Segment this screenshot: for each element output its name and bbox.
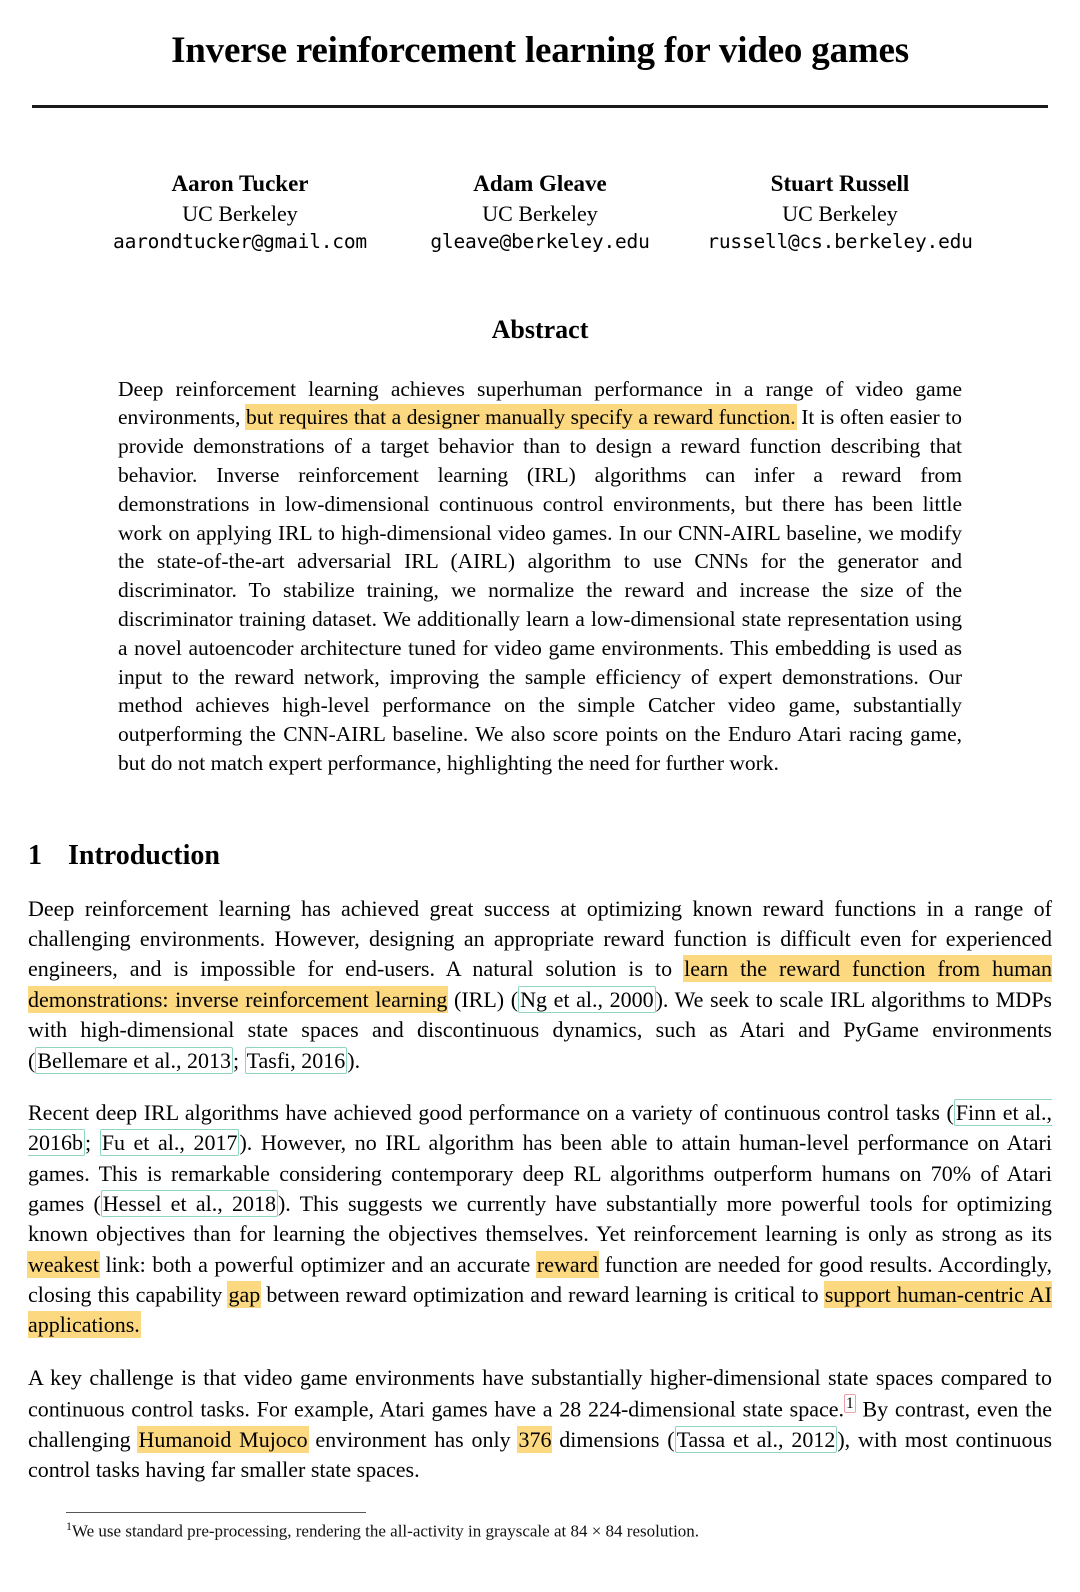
author-name: Stuart Russell [770,170,910,196]
abstract-text-part2: It is often easier to provide demonstrations of a target behavior than to design a reward function describing that behavior. Inverse reinforcement learning (IRL) algorithms can infer a reward from demonstrations in low-dimensional continuous control environments, but there has been little work on applying IRL to high-dimensional video games. In our CNN-AIRL baseline, we modify the state-of-the-art adversarial IRL (AIRL) algorithm to use CNNs for the generator and discriminator. To stabilize training, we normalize the reward and increase the size of the discriminator training dataset. We additionally learn a low-dimensional state representation using a novel autoencoder architecture tuned for video game environments. This embedding is used as input to the reward network, improving the sample efficiency of expert demonstrations. Our method achieves high-level performance on the simple Catcher video game, substantially outperforming the CNN-AIRL baseline. We also score points on the Enduro Atari racing game, but do not match expert performance, highlighting the need for further work. [118,405,962,775]
p1-text-c: ). We seek to scale IRL algorithms to MDPs with high-dimensional state spaces and discontinuous dynamics, such as Atari and PyGame environments ( [28,986,1052,1073]
p2-text-d: ). This suggests we currently have substantially more powerful tools for optimizing known objectives than for learning the objectives themselves. Yet reinforcement learning is only as strong as its [28,1190,1053,1247]
p2-highlight-applications: support human-centric AI applications. [28,1282,1052,1338]
abstract-highlight: but requires that a designer manually specify a reward function. [245,405,796,430]
author-affiliation: UC Berkeley [182,200,298,226]
p2-text-a: Recent deep IRL algorithms have achieved good performance on a variety of continuous control tasks ( [28,1099,954,1125]
footnote-marker[interactable]: 1 [846,1395,854,1413]
citation-fu-2017[interactable]: Fu et al., 2017 [101,1130,238,1156]
author-block [90,168,390,257]
citation-hessel-2018[interactable]: Hessel et al., 2018 [102,1190,276,1216]
p1-text-b: (IRL) ( [454,986,519,1012]
citation-tassa-2012[interactable]: Tassa et al., 2012 [676,1426,836,1452]
footnote-divider [66,1512,366,1513]
p3-text-b: By contrast, even the challenging [28,1396,1052,1452]
p2-highlight-reward: reward [536,1251,598,1277]
page-title: Inverse reinforcement learning for video games [171,30,909,71]
p2-text-c: ). However, no IRL algorithm has been able to attain human-level performance on Atari games. This is remarkable considering contemporary deep RL algorithms outperform humans on 70% of Atari games ( [28,1130,1052,1216]
author-name: Adam Gleave [473,170,607,196]
abstract-heading: Abstract [491,314,589,344]
p2-highlight-gap: gap [228,1282,261,1308]
p1-text-a-real: Deep reinforcement learning has achieved great success at optimizing known reward functions in a range of challenging environments. However, designing an appropriate reward function is difficult even for experienced engineers, and is impossible for end-users. A natural solution is to [28,895,1052,982]
section-heading [28,840,1052,872]
p3-highlight-humanoid: Humanoid Mujoco [138,1426,308,1452]
citation-tasfi-2016[interactable]: Tasfi, 2016 [246,1047,346,1073]
p3-text-e: ), with most continuous control tasks having far smaller state spaces. [28,1426,1053,1483]
abstract-text-part1: Deep reinforcement learning achieves superhuman performance in a range of video game environments, [118,376,962,430]
abstract-body [118,375,962,778]
author-list [0,168,1080,257]
p3-text-a: A key challenge is that video game environments have substantially higher-dimensional state spaces compared to continuous control tasks. For example, Atari games have a 28 224-dimensional state space. [28,1364,1052,1422]
p1-text-d: ; [232,1047,240,1073]
paragraph-2 [28,1098,1052,1341]
footnote-text [66,1519,1014,1543]
p2-text-g: between reward optimization and reward learning is critical to [266,1282,819,1308]
author-affiliation: UC Berkeley [482,200,598,226]
title-divider [32,105,1048,108]
p3-text-c: environment has only [315,1426,511,1452]
p2-text-b: ; [85,1130,92,1156]
citation-ng-2000[interactable]: Ng et al., 2000 [520,986,654,1012]
author-affiliation: UC Berkeley [782,200,898,226]
p2-text-f: function are needed for good results. Accordingly, closing this capability [28,1251,1052,1308]
footnote-body: We use standard pre-processing, rendering the all-activity in grayscale at 84 × 84 resolution. [71,1521,700,1541]
citation-bellemare-2013[interactable]: Bellemare et al., 2013 [37,1047,231,1073]
author-block [690,168,990,257]
footnote-number: 1 [66,1518,72,1533]
author-block [390,168,690,257]
body-column [28,894,1052,1486]
p1-text-e: ). [347,1047,361,1073]
p1-highlight: learn the reward function from human demonstrations: inverse reinforcement learning [28,956,1052,1012]
author-email: russell@cs.berkeley.edu [707,230,973,254]
author-email: aarondtucker@gmail.com [113,230,367,254]
author-name: Aaron Tucker [171,170,309,196]
p3-text-d: dimensions ( [559,1426,675,1452]
section-number: 1 [28,839,42,871]
paragraph-3 [28,1363,1052,1486]
citation-finn-2016b[interactable]: Finn et al., 2016b [28,1099,1052,1156]
paragraph-1 [28,894,1052,1076]
paper-page [0,30,1080,1592]
author-email: gleave@berkeley.edu [430,230,650,254]
section-title: Introduction [68,839,220,871]
p2-highlight-weakest: weakest [28,1251,99,1277]
p3-highlight-376: 376 [518,1426,552,1452]
p2-text-e: link: both a powerful optimizer and an accurate [105,1251,531,1277]
